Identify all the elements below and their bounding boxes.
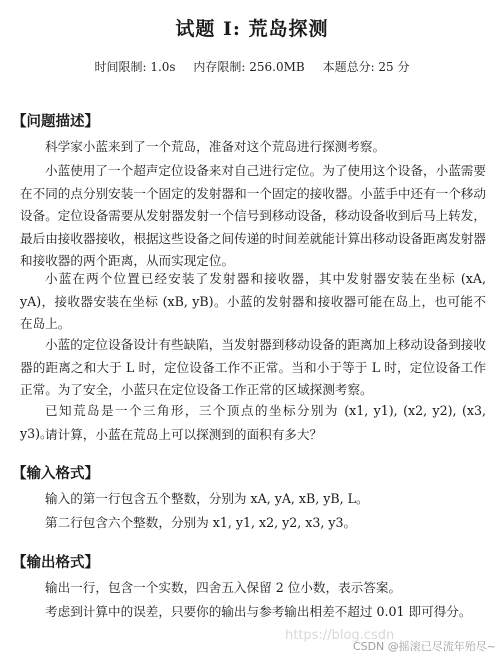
limits-bar — [0, 58, 504, 75]
memory-limit: 内存限制: 256.0MB — [193, 60, 305, 74]
csdn-watermark: CSDN @摇滚已尽流年殆尽~ — [352, 640, 496, 653]
problem-paragraph-4: 小蓝的定位设备设计有些缺陷，当发射器到移动设备的距离加上移动设备到接收器的距离之和大于 L 时，定位设备工作不正常。当和小于等于 L 时，定位设备工作正常。为了安全，小蓝只在定位设备工作正常的区域探测考察。 — [20, 337, 486, 397]
output-paragraph-2: 考虑到计算中的误差，只要你的输出与参考输出相差不超过 0.01 即可得分。 — [45, 604, 472, 619]
output-heading: 【输出格式】 — [12, 554, 99, 571]
time-limit: 时间限制: 1.0s — [94, 60, 176, 74]
url-watermark: https://blog.csdn — [285, 628, 395, 643]
problem-heading: 【问题描述】 — [12, 113, 99, 130]
input-paragraph-1: 输入的第一行包含五个整数，分别为 xA, yA, xB, yB, L。 — [45, 491, 369, 506]
input-heading: 【输入格式】 — [12, 465, 99, 482]
problem-paragraph-1: 科学家小蓝来到了一个荒岛，准备对这个荒岛进行探测考察。 — [45, 139, 386, 154]
page-title: 试题 I: 荒岛探测 — [175, 18, 329, 40]
output-paragraph-1: 输出一行，包含一个实数，四舍五入保留 2 位小数，表示答案。 — [45, 580, 402, 595]
total-score: 本题总分: 25 分 — [322, 60, 410, 74]
problem-paragraph-6: 请计算，小蓝在荒岛上可以探测到的面积有多大？ — [45, 427, 323, 442]
problem-paragraph-3: 小蓝在两个位置已经安装了发射器和接收器，其中发射器安装在坐标 (xA, yA)，接收器安装在坐标 (xB, yB)。小蓝的发射器和接收器可能在岛上，也可能不在岛上。 — [20, 271, 486, 331]
problem-paragraph-2: 小蓝使用了一个超声定位设备来对自己进行定位。为了使用这个设备，小蓝需要在不同的点分别安装一个固定的发射器和一个固定的接收器。小蓝手中还有一个移动设备。定位设备需要从发射器发射一个信号到移动设备，移动设备收到后马上转发，最后由接收器接收，根据这些设备之间传递的时间差就能计算出移动设备距离发射器和接收器的两个距离，从而实现定位。 — [20, 163, 486, 268]
input-paragraph-2: 第二行包含六个整数，分别为 x1, y1, x2, y2, x3, y3。 — [45, 515, 357, 530]
problem-paragraph-5: 已知荒岛是一个三角形，三个顶点的坐标分别为 (x1, y1), (x2, y2), (x3, y3)。 — [20, 403, 486, 441]
